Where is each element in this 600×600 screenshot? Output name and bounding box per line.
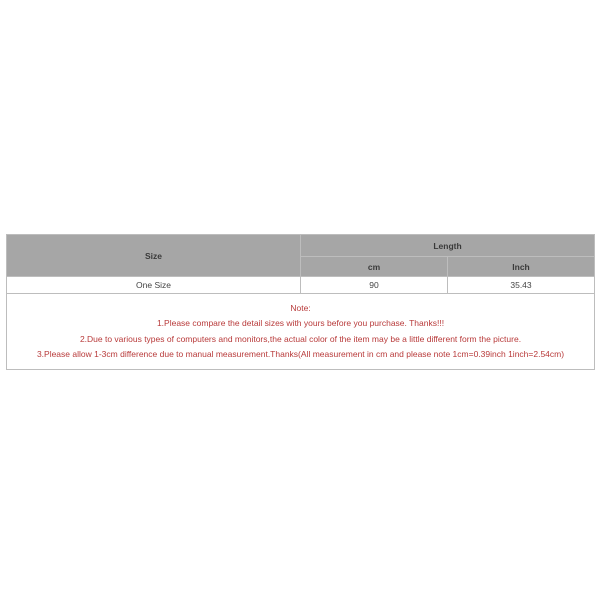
inch-header: Inch	[448, 257, 595, 277]
note-line-1: 1.Please compare the detail sizes with yours before you purchase. Thanks!!!	[156, 318, 445, 328]
note-line-2: 2.Due to various types of computers and monitors,the actual color of the item may be a little different form the picture.	[79, 333, 522, 344]
size-header: Size	[7, 235, 301, 277]
cm-cell: 90	[301, 277, 448, 294]
cm-header: cm	[301, 257, 448, 277]
size-chart-table	[6, 234, 595, 370]
note-cell	[7, 294, 595, 370]
table-header-row	[7, 235, 595, 257]
size-cell: One Size	[7, 277, 301, 294]
inch-cell: 35.43	[448, 277, 595, 294]
note-line-3: 3.Please allow 1-3cm difference due to manual measurement.Thanks(All measurement in cm and please note 1cm=0.39inch 1inch=2.54cm)	[36, 349, 565, 359]
length-header: Length	[301, 235, 595, 257]
note-title: Note:	[290, 302, 311, 313]
table-row	[7, 277, 595, 294]
note-row	[7, 294, 595, 370]
